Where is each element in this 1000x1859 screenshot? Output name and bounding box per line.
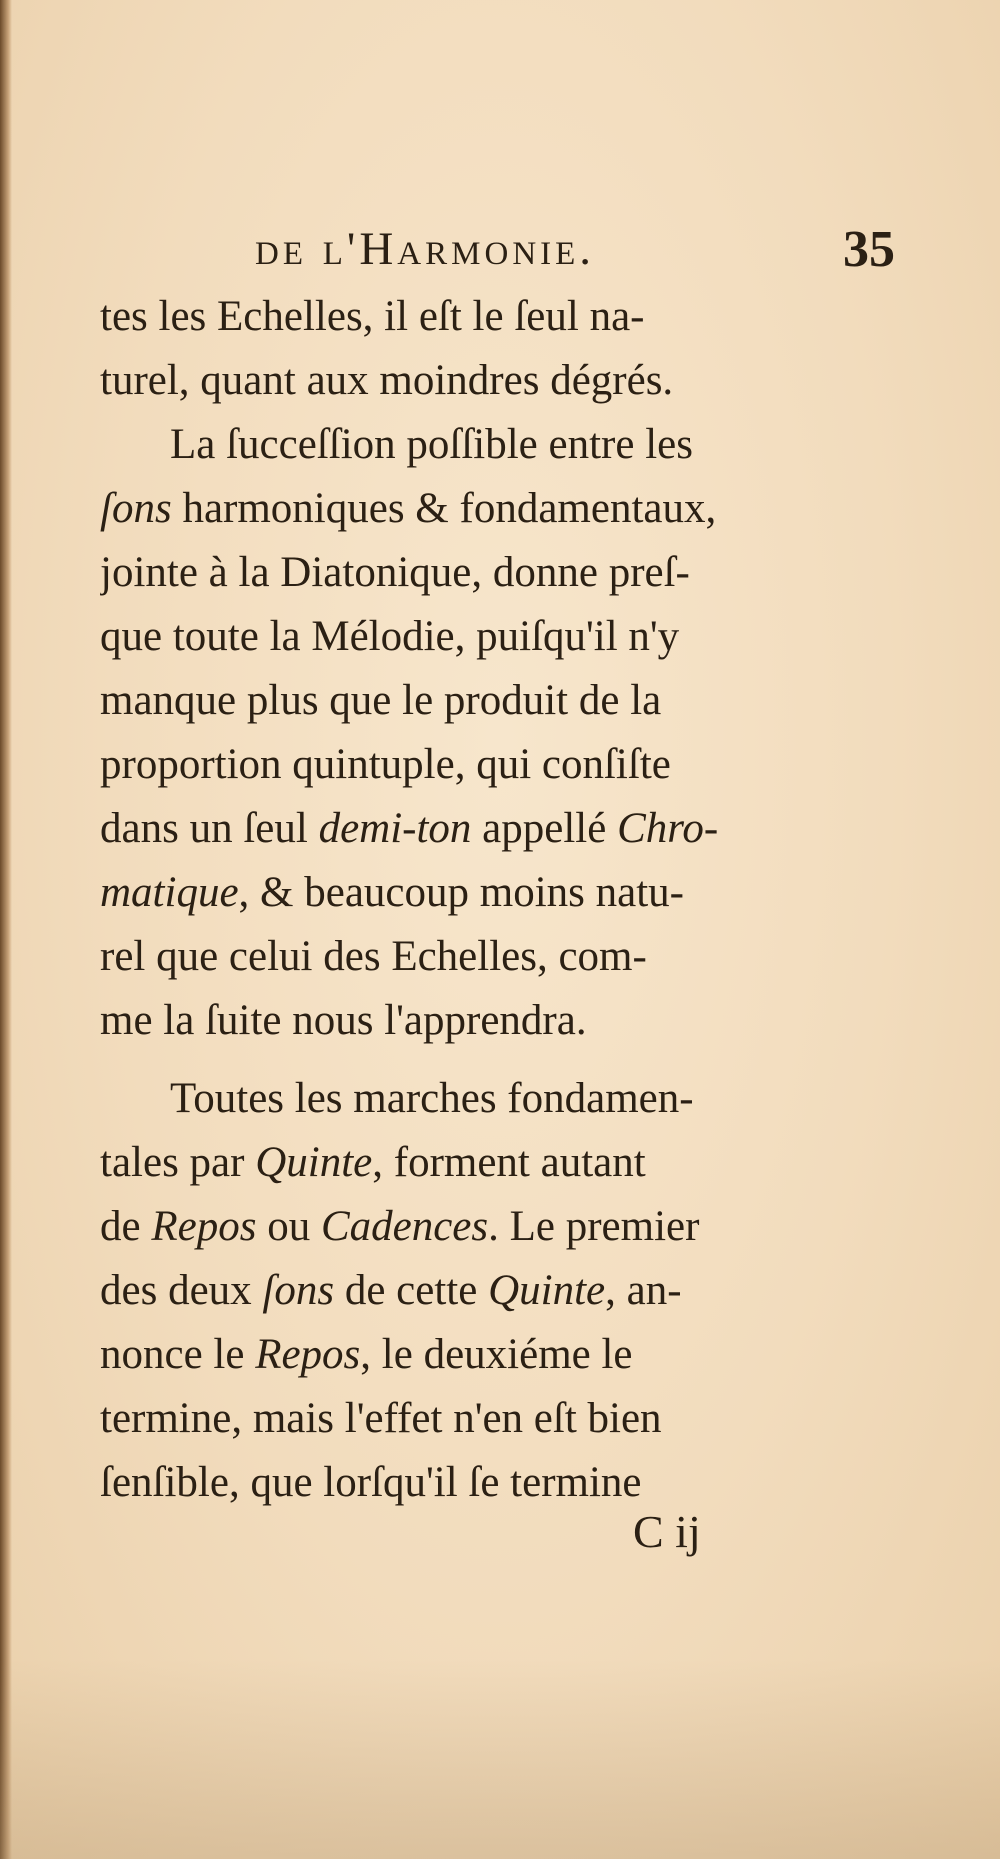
italic-term: Chro- <box>617 805 719 852</box>
text-line: manque plus que le produit de la <box>100 677 662 724</box>
running-title: de l'Harmonie. <box>255 223 596 275</box>
text-line: des deux ſons de cette Quinte, an- <box>100 1267 682 1314</box>
text-line: que toute la Mélodie, puiſqu'il n'y <box>100 613 680 660</box>
text-line: tes les Echelles, il eſt le ſeul na- <box>100 293 645 340</box>
text-line: rel que celui des Echelles, com- <box>100 933 647 980</box>
text-line: jointe à la Diatonique, donne preſ- <box>100 549 690 596</box>
italic-term: Repos <box>255 1331 361 1378</box>
italic-term: ſons <box>262 1267 335 1314</box>
text-line: termine, mais l'effet n'en eſt bien <box>100 1395 662 1442</box>
page-header <box>235 222 895 282</box>
text-line: turel, quant aux moindres dégrés. <box>100 357 674 404</box>
text-line: proportion quintuple, qui conſiſte <box>100 741 671 788</box>
text-line: Toutes les marches fondamen- <box>170 1075 694 1122</box>
text-line: matique, & beaucoup moins natu- <box>100 869 684 916</box>
text-line: ſons harmoniques & fondamentaux, <box>100 485 717 532</box>
italic-term: Quinte <box>488 1267 606 1314</box>
italic-term: Repos <box>151 1203 257 1250</box>
text-line: nonce le Repos, le deuxiéme le <box>100 1331 633 1378</box>
text-line: ſenſible, que lorſqu'il ſe termine <box>100 1459 642 1506</box>
text-line: La ſucceſſion poſſible entre les <box>170 421 693 468</box>
italic-term: matique <box>100 869 239 916</box>
italic-term: Quinte <box>255 1139 373 1186</box>
text-line: dans un ſeul demi-ton appellé Chro- <box>100 805 719 852</box>
italic-term: Cadences <box>320 1203 489 1250</box>
text-line: tales par Quinte, forment autant <box>100 1139 646 1186</box>
signature-mark: C ij <box>633 1506 701 1557</box>
text-line: me la ſuite nous l'apprendra. <box>100 997 587 1044</box>
page-number: 35 <box>843 221 895 278</box>
italic-term: ſons <box>100 485 172 532</box>
text-line: de Repos ou Cadences. Le premier <box>100 1203 700 1250</box>
body-text <box>100 285 900 1515</box>
italic-term: demi-ton <box>318 805 472 852</box>
